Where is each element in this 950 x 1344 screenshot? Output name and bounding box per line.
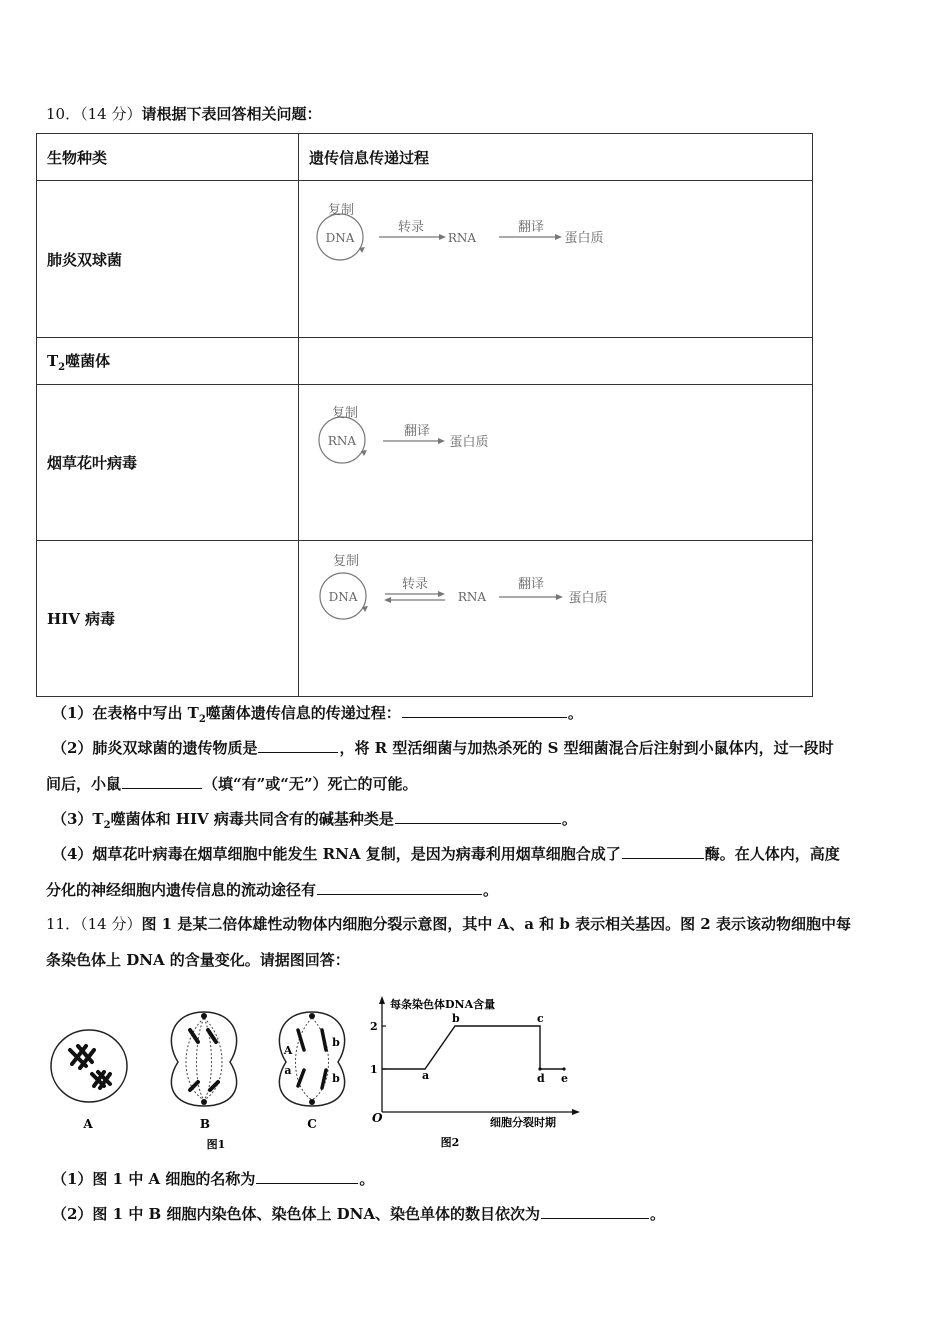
fig2-y-tick: 1 — [370, 1063, 378, 1076]
col-header-process: 遗传信息传递过程 — [299, 134, 813, 181]
q10-title-text: 请根据下表回答相关问题： — [141, 105, 322, 123]
label-replication: 复制 — [327, 203, 355, 218]
answer-blank-q10-3[interactable] — [395, 808, 561, 824]
q10-title — [46, 104, 321, 124]
answer-blank-q10-2a[interactable] — [258, 737, 338, 753]
table-row — [37, 541, 813, 697]
answer-blank-q11-2[interactable] — [541, 1203, 649, 1219]
tmv-flow-diagram — [299, 385, 802, 541]
fig2-graph — [370, 996, 580, 1149]
gene-label: b — [332, 1036, 340, 1049]
cell-c-diagram — [279, 1012, 344, 1131]
fig2-caption: 图2 — [440, 1136, 460, 1149]
answer-blank-q10-1[interactable] — [402, 702, 567, 718]
label-rna: RNA — [327, 434, 357, 448]
label-translation: 翻译 — [403, 424, 431, 439]
fig2-point-label: c — [537, 1012, 544, 1025]
q11-title-line1: 11．（14 分）图 1 是某二倍体雄性动物体内细胞分裂示意图，其中 A、a 和 b 表示相关基因。图 2 表示该动物细胞中每 — [46, 915, 851, 933]
fig1-caption: 图1 — [206, 1138, 226, 1151]
q10-sub1: （1）在表格中写出 $T_2$噬菌体遗传信息的传递过程： 。 — [52, 704, 583, 725]
organism-t2-phage: $T_2$噬菌体 — [37, 338, 299, 385]
organism-hiv: HIV 病毒 — [37, 541, 299, 697]
label-protein: 蛋白质 — [568, 591, 608, 606]
q11-sub1: （1）图 1 中 A 细胞的名称为 。 — [52, 1170, 375, 1188]
label-protein: 蛋白质 — [449, 435, 489, 450]
label-dna: DNA — [328, 590, 358, 604]
label-replication: 复制 — [332, 554, 360, 569]
gene-label: b — [332, 1072, 340, 1085]
answer-blank-q10-2b[interactable] — [122, 773, 202, 789]
q10-sub4-line2: 分化的神经细胞内遗传信息的流动途径有 。 — [46, 881, 499, 899]
label-rna: RNA — [447, 231, 477, 245]
gene-label: A — [283, 1044, 293, 1057]
process-cell-pneumococcus — [299, 181, 813, 338]
cell-b-diagram — [171, 1012, 236, 1151]
process-cell-tmv — [299, 385, 813, 541]
cell-label-a: A — [83, 1117, 93, 1131]
label-rna: RNA — [457, 590, 487, 604]
hiv-flow-diagram — [299, 541, 802, 697]
q11-sub2: （2）图 1 中 B 细胞内染色体、染色体上 DNA、染色单体的数目依次为 。 — [52, 1205, 666, 1223]
table-header-row — [37, 134, 813, 181]
fig2-point-label: a — [422, 1069, 430, 1082]
fig2-y-tick: 2 — [370, 1020, 378, 1033]
gene-transfer-table — [36, 133, 813, 697]
answer-blank-q11-1[interactable] — [256, 1168, 358, 1184]
q10-sub2-line1: （2）肺炎双球菌的遗传物质是 ，将 R 型活细菌与加热杀死的 S 型细菌混合后注射到小鼠体内，过一段时 — [52, 739, 834, 757]
fig2-point-label: d — [537, 1072, 545, 1085]
table-row — [37, 385, 813, 541]
gene-label: a — [284, 1064, 292, 1077]
table-row — [37, 181, 813, 338]
table-row — [37, 338, 813, 385]
process-cell-hiv — [299, 541, 813, 697]
answer-blank-q10-4b[interactable] — [317, 879, 482, 895]
q10-sub2-line2: 间后，小鼠 （填“有”或“无”）死亡的可能。 — [46, 775, 418, 793]
fig2-x-label: 细胞分裂时期 — [490, 1116, 556, 1129]
q11-title-line2: 条染色体上 DNA 的含量变化。请据图回答： — [46, 951, 350, 969]
organism-pneumococcus: 肺炎双球菌 — [37, 181, 299, 338]
organism-tmv: 烟草花叶病毒 — [37, 385, 299, 541]
fig2-origin: O — [372, 1111, 383, 1125]
q10-number: 10．（14 分） — [46, 105, 142, 123]
label-transcription: 转录 — [401, 577, 429, 592]
pneumococcus-flow-diagram — [299, 181, 802, 338]
cell-label-c: C — [307, 1117, 317, 1131]
q10-sub4-line1: （4）烟草花叶病毒在烟草细胞中能发生 RNA 复制，是因为病毒利用烟草细胞合成了 酶。在人体内，高度 — [52, 845, 840, 863]
cell-a-diagram — [51, 1030, 127, 1131]
label-dna: DNA — [325, 231, 355, 245]
q10-sub3: $(3)T_2$噬菌体和 HIV 病毒共同含有的碱基种类是 。 — [52, 810, 577, 831]
label-transcription: 转录 — [397, 220, 425, 235]
col-header-organism: 生物种类 — [37, 134, 299, 181]
cell-label-b: B — [199, 1117, 211, 1131]
fig2-point-label: e — [561, 1072, 568, 1085]
answer-blank-q10-4a[interactable] — [622, 843, 704, 859]
label-protein: 蛋白质 — [564, 231, 604, 246]
fig2-dna-curve — [382, 1026, 564, 1069]
label-translation: 翻译 — [517, 220, 545, 235]
fig2-y-label: 每条染色体DNA含量 — [390, 998, 496, 1011]
label-translation: 翻译 — [517, 577, 545, 592]
fig2-point-label: b — [452, 1012, 460, 1025]
process-cell-t2-phage-empty[interactable] — [299, 338, 813, 385]
label-replication: 复制 — [331, 406, 359, 421]
